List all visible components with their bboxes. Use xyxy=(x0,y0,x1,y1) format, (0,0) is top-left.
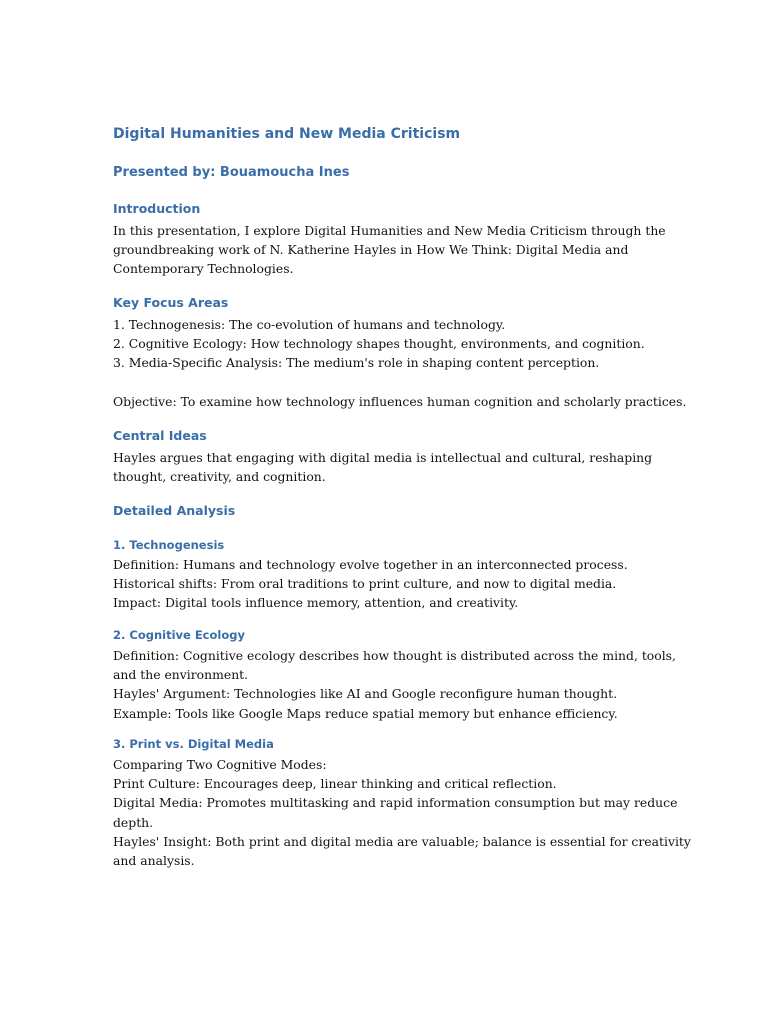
cognitive-ecology-heading: 2. Cognitive Ecology xyxy=(113,628,245,642)
text-line: Comparing Two Cognitive Modes: xyxy=(113,757,327,772)
detailed-analysis-heading: Detailed Analysis xyxy=(113,503,236,518)
introduction-heading: Introduction xyxy=(113,201,201,216)
key-focus-list xyxy=(113,315,645,373)
cognitive-ecology-paragraph xyxy=(113,646,676,723)
central-ideas-paragraph xyxy=(113,448,652,486)
text-line: and the environment. xyxy=(113,667,249,683)
text-line: Hayles' Insight: Both print and digital media are valuable; balance is essential for creativity xyxy=(113,833,691,849)
objective-paragraph xyxy=(113,392,686,411)
list-item: 2. Cognitive Ecology: How technology shapes thought, environments, and cognition. xyxy=(113,336,645,352)
text-line: In this presentation, I explore Digital Humanities and New Media Criticism through the xyxy=(113,223,666,238)
list-item: 3. Media-Specific Analysis: The medium's role in shaping content perception. xyxy=(113,355,600,371)
print-digital-heading: 3. Print vs. Digital Media xyxy=(113,737,274,751)
list-item: 1. Technogenesis: The co-evolution of humans and technology. xyxy=(113,317,506,332)
presenter-line: Presented by: Bouamoucha Ines xyxy=(113,165,350,180)
technogenesis-heading: 1. Technogenesis xyxy=(113,538,225,552)
text-line: Definition: Humans and technology evolve together in an interconnected process. xyxy=(113,557,628,572)
central-ideas-heading: Central Ideas xyxy=(113,428,207,443)
text-line: Historical shifts: From oral traditions to print culture, and now to digital media. xyxy=(113,576,617,592)
text-line: Hayles' Argument: Technologies like AI and Google reconfigure human thought. xyxy=(113,686,618,702)
text-line: thought, creativity, and cognition. xyxy=(113,469,326,485)
print-digital-paragraph xyxy=(113,755,691,870)
text-line: groundbreaking work of N. Katherine Hayles in How We Think: Digital Media and xyxy=(113,242,629,258)
key-focus-heading: Key Focus Areas xyxy=(113,295,229,310)
text-line: Print Culture: Encourages deep, linear thinking and critical reflection. xyxy=(113,776,557,792)
text-line: Contemporary Technologies. xyxy=(113,261,294,277)
document-title: Digital Humanities and New Media Criticism xyxy=(113,126,461,142)
text-line: and analysis. xyxy=(113,853,195,869)
technogenesis-paragraph xyxy=(113,555,628,613)
text-line: Digital Media: Promotes multitasking and rapid information consumption but may reduce xyxy=(113,795,678,811)
text-line: Impact: Digital tools influence memory, attention, and creativity. xyxy=(113,595,519,611)
text-line: Definition: Cognitive ecology describes how thought is distributed across the mind, tools, xyxy=(113,648,676,663)
text-line: Objective: To examine how technology influences human cognition and scholarly practices. xyxy=(113,394,687,409)
text-line: depth. xyxy=(113,814,154,830)
text-line: Example: Tools like Google Maps reduce spatial memory but enhance efficiency. xyxy=(113,705,618,721)
text-line: Hayles argues that engaging with digital media is intellectual and cultural, reshaping xyxy=(113,450,653,465)
introduction-paragraph xyxy=(113,221,666,279)
